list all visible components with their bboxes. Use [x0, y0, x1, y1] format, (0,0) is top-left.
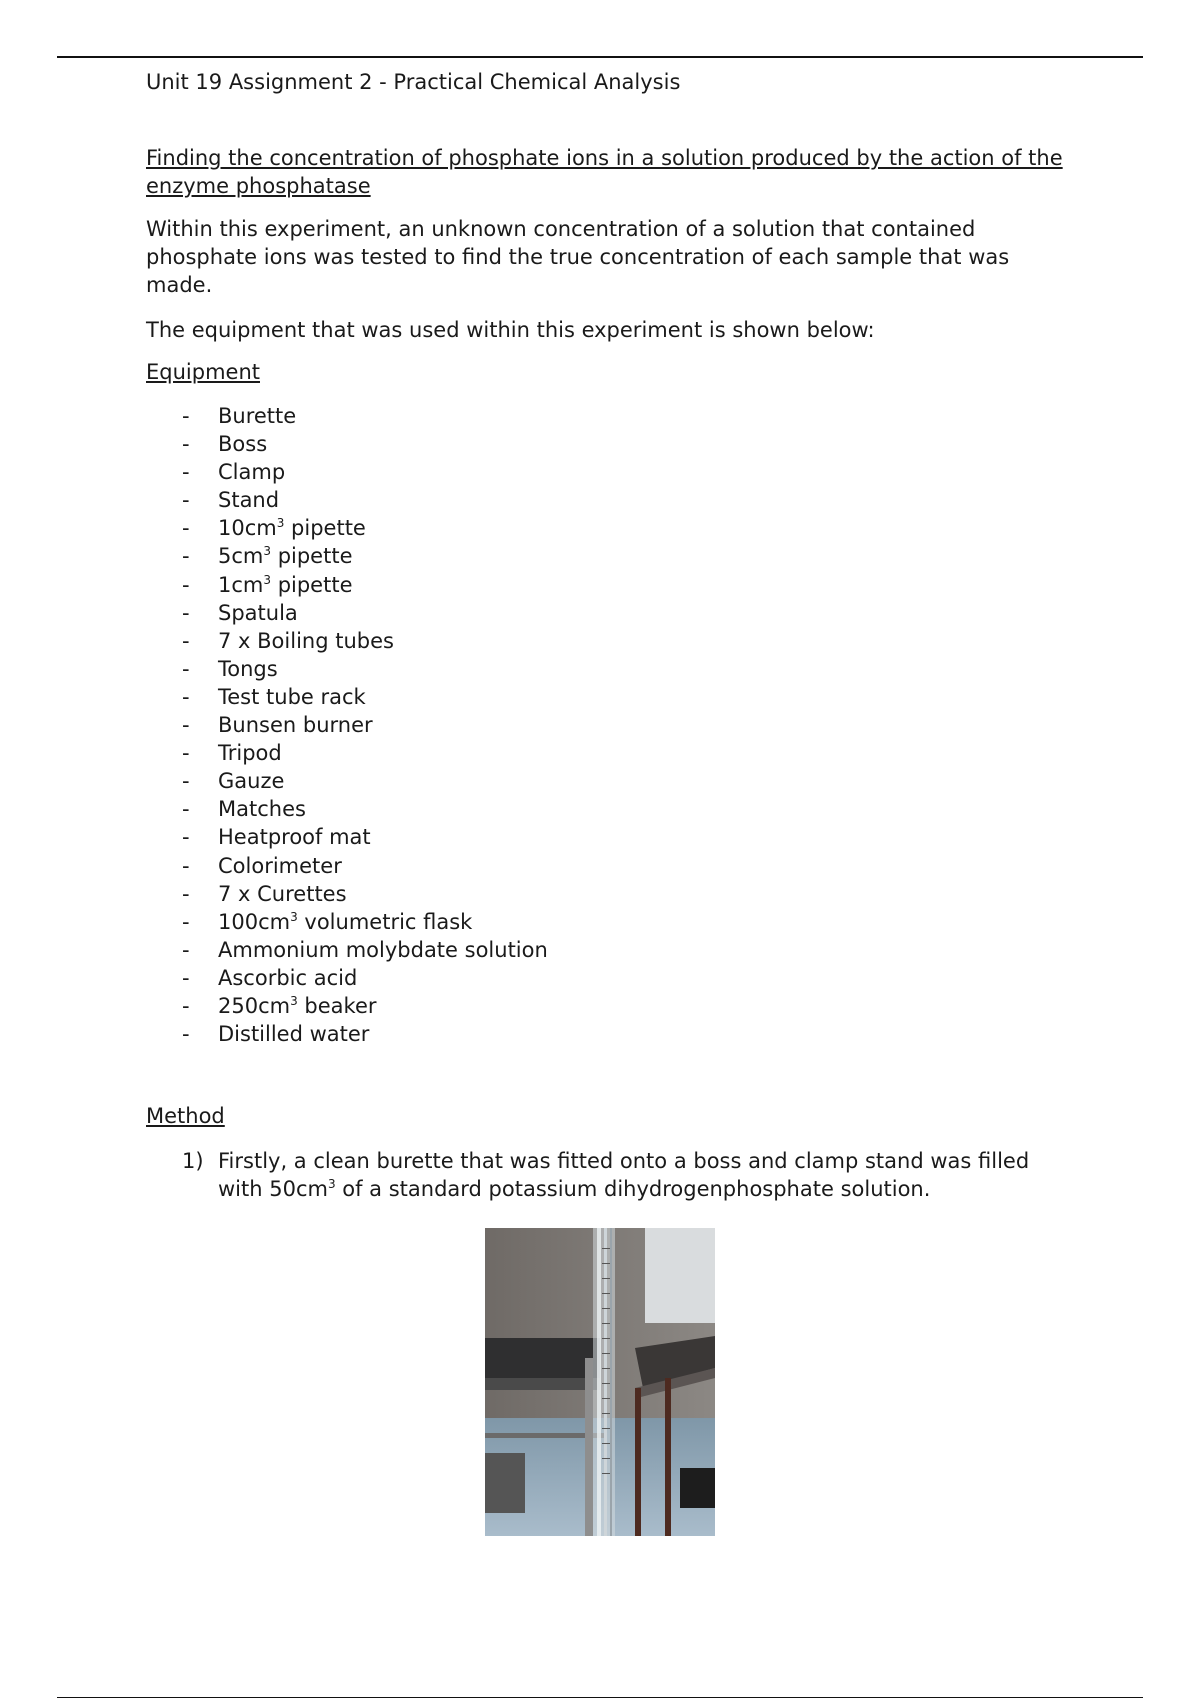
list-bullet: - [182, 1022, 190, 1047]
list-bullet: - [182, 741, 190, 766]
equipment-list-item: - Ammonium molybdate solution [182, 937, 548, 962]
list-bullet: - [182, 544, 190, 569]
intro-paragraph: Within this experiment, an unknown concentration of a solution that contained phosphate ions was tested to find the true concentration of each sample that was made. [146, 217, 1010, 297]
method-heading: Method [146, 1104, 225, 1128]
equipment-list-item: - $1cm^3$ pipette [182, 572, 353, 597]
list-bullet: - [182, 404, 190, 428]
footer-rule [57, 1697, 1143, 1698]
list-bullet: - [182, 572, 190, 597]
method-step-text: Firstly, a clean burette that was fitted onto a boss and clamp stand was filled with $50cm^3$ of a standard potassium dihydrogenphosphate solution. [218, 1149, 1030, 1201]
list-bullet: - [182, 600, 190, 625]
list-bullet: - [182, 488, 190, 513]
list-bullet: - [182, 825, 190, 850]
equipment-intro-paragraph: The equipment that was used within this experiment is shown below: [146, 318, 875, 342]
equipment-list-item: - Boss [182, 432, 268, 457]
equipment-list-item: - Tongs [182, 656, 278, 681]
equipment-list-item: - Ascorbic acid [182, 965, 358, 990]
list-bullet: - [182, 460, 190, 485]
equipment-list-item: - $10cm^3$ pipette [182, 516, 366, 541]
equipment-list-item: - Burette [182, 404, 297, 428]
equipment-list-item: - Heatproof mat [182, 825, 371, 850]
list-bullet: - [182, 853, 190, 878]
list-bullet: - [182, 769, 190, 794]
list-bullet: - [182, 965, 190, 990]
equipment-list-item: - Distilled water [182, 1022, 370, 1047]
list-bullet: - [182, 432, 190, 457]
list-bullet: - [182, 797, 190, 822]
equipment-list-item: - Stand [182, 488, 280, 513]
list-bullet: - [182, 937, 190, 962]
list-bullet: - [182, 656, 190, 681]
method-step-number: 1) [182, 1149, 204, 1173]
equipment-list-item: - Gauze [182, 769, 285, 794]
burette-photo [485, 1228, 715, 1536]
document-header-title: Unit 19 Assignment 2 - Practical Chemical Analysis [146, 70, 681, 94]
equipment-list-item: - $250cm^3$ beaker [182, 993, 377, 1018]
list-bullet: - [182, 684, 190, 709]
list-bullet: - [182, 713, 190, 738]
section-heading: Finding the concentration of phosphate ions in a solution produced by the action of the enzyme phosphatase [146, 146, 1063, 198]
equipment-list-item: - Colorimeter [182, 853, 342, 878]
list-bullet: - [182, 993, 190, 1018]
equipment-list-item: - 7 x Boiling tubes [182, 628, 394, 653]
list-bullet: - [182, 909, 190, 934]
equipment-list-item: - Test tube rack [182, 684, 366, 709]
equipment-list-item: - $5cm^3$ pipette [182, 544, 353, 569]
equipment-list-item: - Tripod [182, 741, 282, 766]
list-bullet: - [182, 881, 190, 906]
header-rule [57, 56, 1143, 58]
equipment-list [146, 402, 548, 1048]
equipment-list-item: - Clamp [182, 460, 286, 485]
equipment-list-item: - $100cm^3$ volumetric flask [182, 909, 473, 934]
equipment-list-item: - Spatula [182, 600, 298, 625]
list-bullet: - [182, 516, 190, 541]
equipment-list-item: - Bunsen burner [182, 713, 373, 738]
equipment-list-item: - Matches [182, 797, 306, 822]
list-bullet: - [182, 628, 190, 653]
equipment-list-item: - 7 x Curettes [182, 881, 347, 906]
equipment-heading: Equipment [146, 360, 260, 384]
